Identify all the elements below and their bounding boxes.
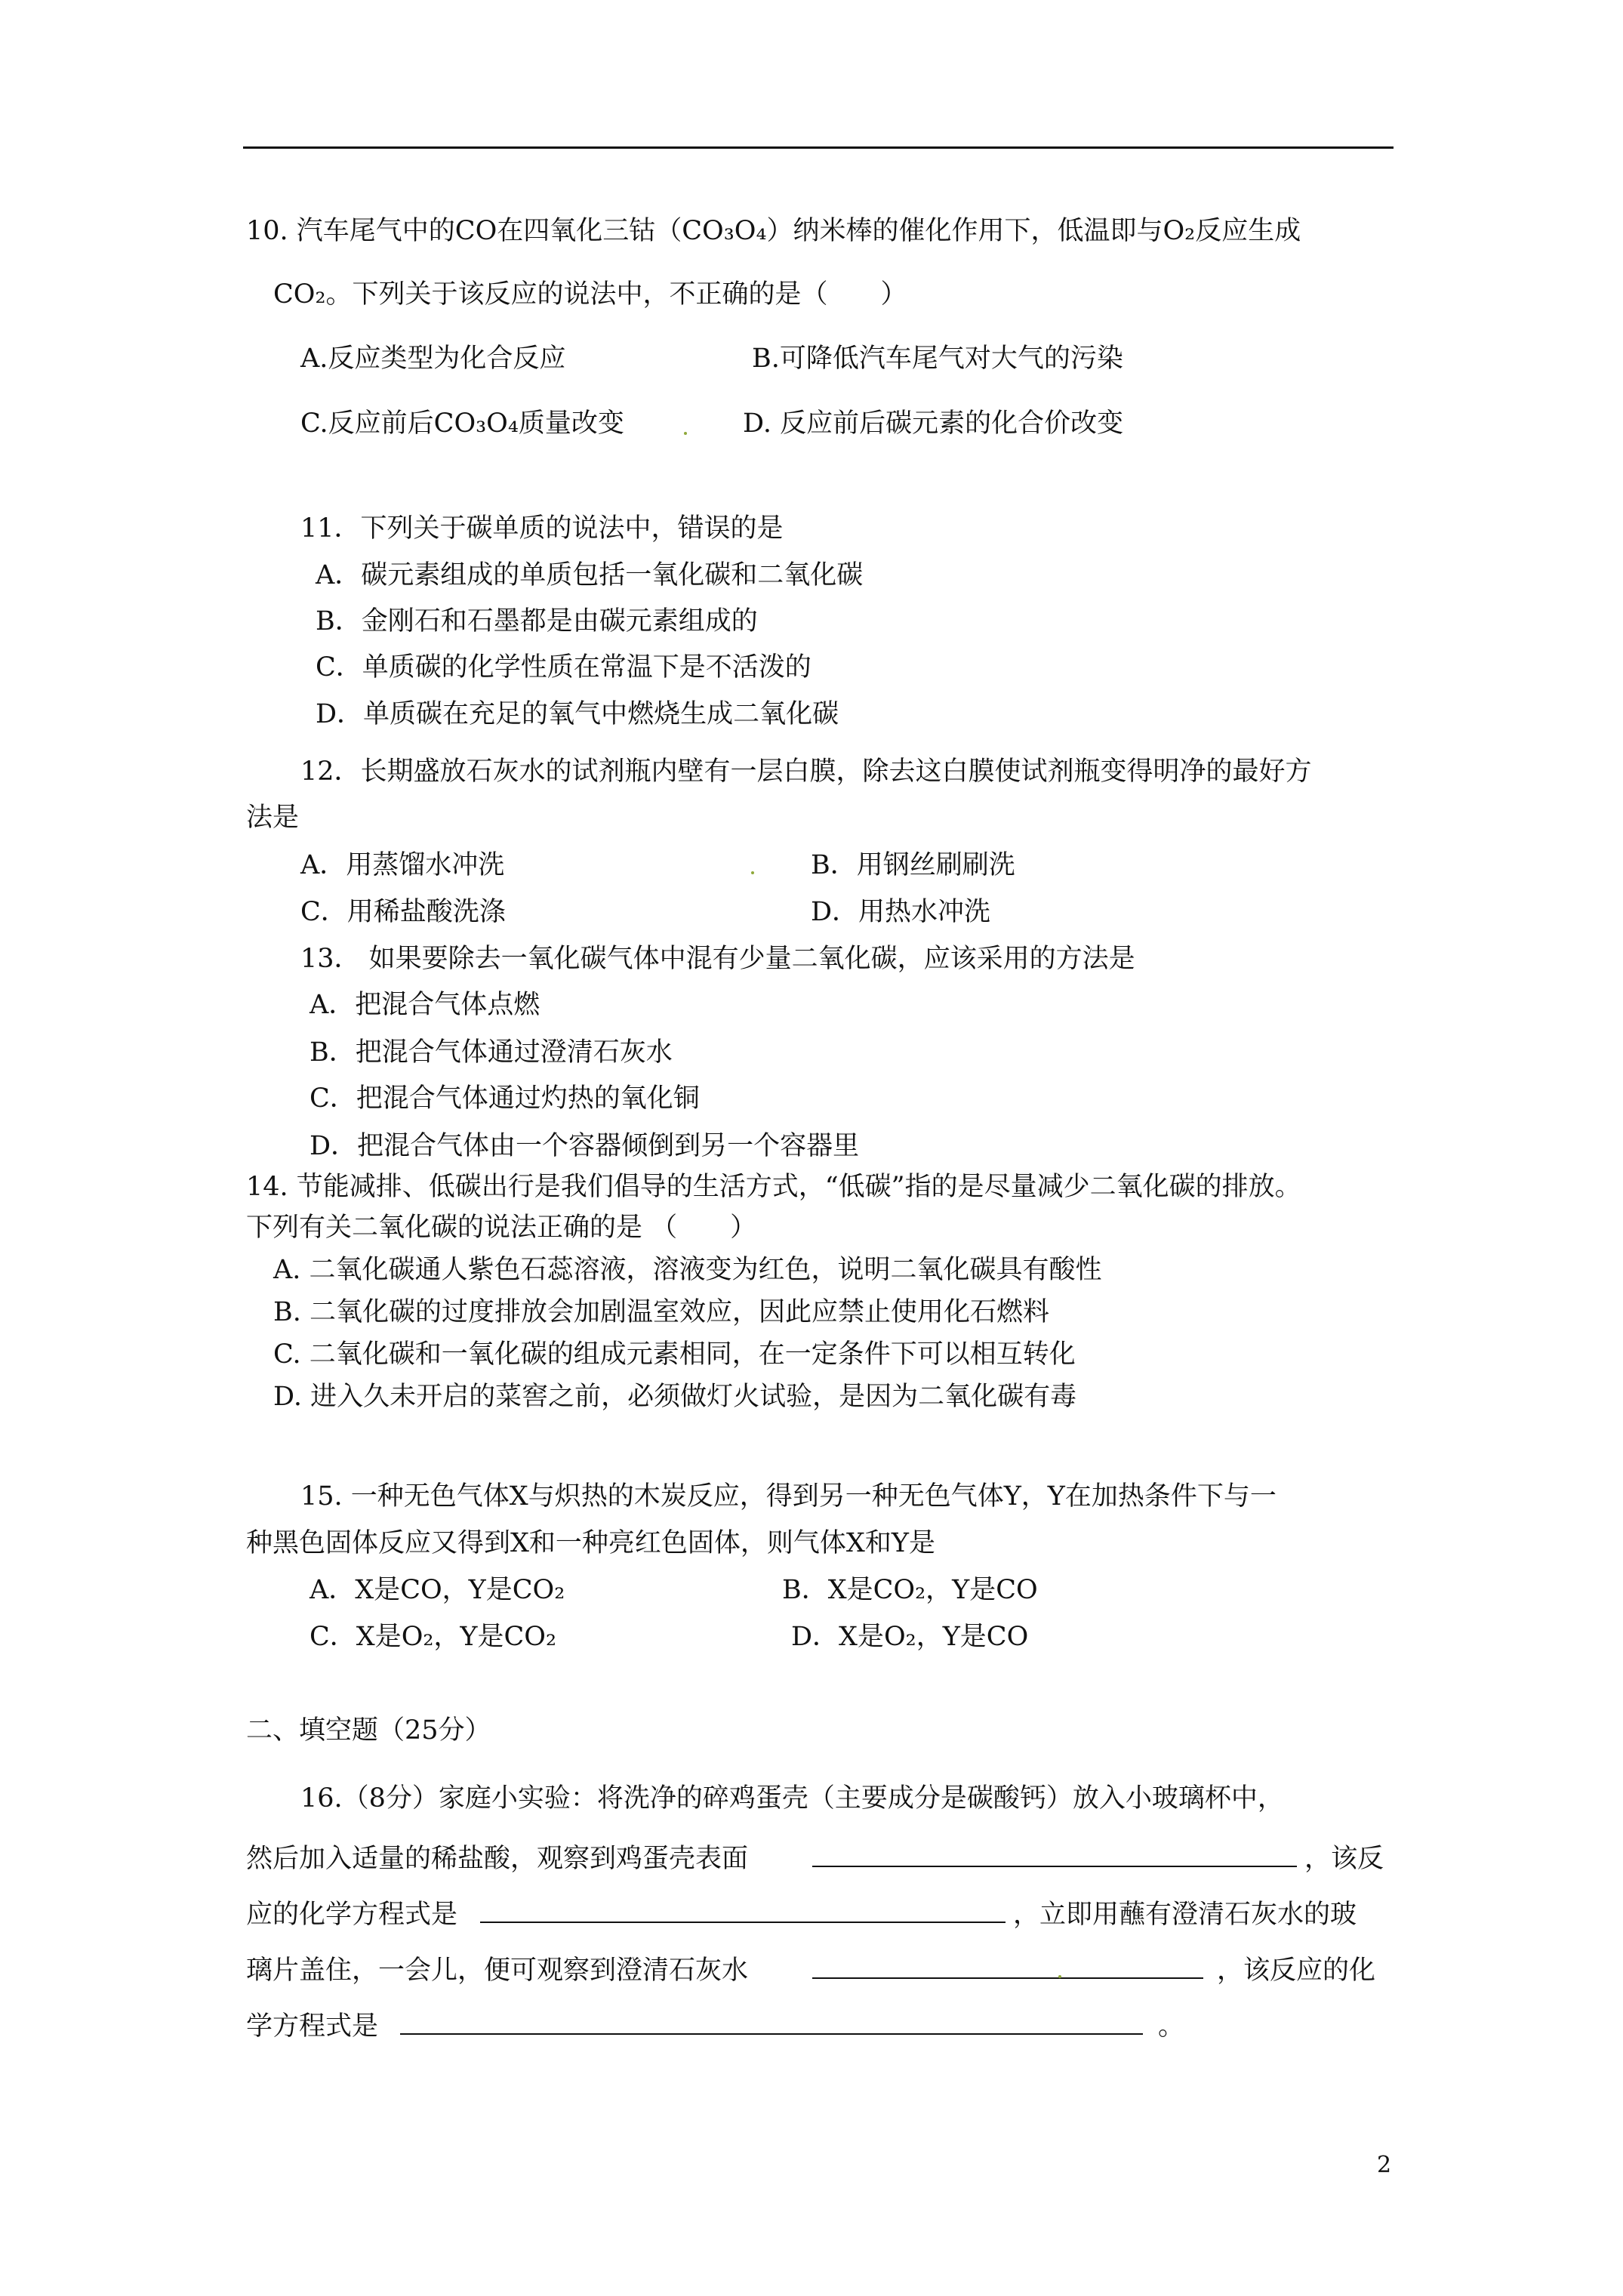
q12-stem-line1: 12．长期盛放石灰水的试剂瓶内壁有一层白膜，除去这白膜使试剂瓶变得明净的最好方 <box>300 757 1312 787</box>
q15-option-b: B．X是CO₂，Y是CO <box>782 1575 1038 1605</box>
q16-line4-text: 璃片盖住，一会儿，便可观察到澄清石灰水 <box>246 1955 749 1986</box>
q12-stem-line2: 法是 <box>246 803 300 833</box>
q11-stem: 11．下列关于碳单质的说法中，错误的是 <box>300 513 784 544</box>
header-rule <box>243 146 1394 149</box>
q11-option-d: D．单质碳在充足的氧气中燃烧生成二氧化碳 <box>316 699 839 729</box>
q13-option-c: C．把混合气体通过灼热的氧化铜 <box>310 1083 700 1114</box>
q14-stem-line1: 14. 节能减排、低碳出行是我们倡导的生活方式，“低碳”指的是尽量减少二氧化碳的排放。 <box>246 1172 1301 1202</box>
q11-option-a: A．碳元素组成的单质包括一氧化碳和二氧化碳 <box>316 560 864 590</box>
q16-line2-text: 然后加入适量的稀盐酸，观察到鸡蛋壳表面 <box>246 1844 749 1874</box>
q12-option-c: C．用稀盐酸洗涤 <box>300 897 506 927</box>
q16-line3-tail: ，立即用蘸有澄清石灰水的玻 <box>1013 1900 1357 1930</box>
q16-line5-tail: 。 <box>1158 2011 1185 2042</box>
q12-option-d: D．用热水冲洗 <box>811 897 991 927</box>
q10-option-a: A.反应类型为化合反应 <box>300 344 566 374</box>
q15-option-c: C．X是O₂，Y是CO₂ <box>310 1622 557 1652</box>
q10-stem-line1: 10. 汽车尾气中的CO在四氧化三钴（CO₃O₄）纳米棒的催化作用下，低温即与O₂反应生成 <box>246 216 1301 246</box>
q12-option-a: A．用蒸馏水冲洗 <box>300 850 505 880</box>
q14-stem-line2: 下列有关二氧化碳的说法正确的是 （ ） <box>246 1213 757 1243</box>
q12-option-b: B．用钢丝刷刷洗 <box>811 850 1015 880</box>
q16-blank-equation1[interactable] <box>480 1898 1006 1931</box>
q14-option-a: A. 二氧化碳通人紫色石蕊溶液，溶液变为红色，说明二氧化碳具有酸性 <box>273 1255 1102 1285</box>
scan-speck <box>1058 1975 1061 1978</box>
q13-option-a: A．把混合气体点燃 <box>310 990 540 1020</box>
q13-option-b: B．把混合气体通过澄清石灰水 <box>310 1037 673 1068</box>
q16-line2-tail: ，该反 <box>1304 1844 1384 1874</box>
page-number: 2 <box>1377 2152 1392 2178</box>
q15-option-d: D．X是O₂，Y是CO <box>791 1622 1029 1652</box>
q16-line3-text: 应的化学方程式是 <box>246 1900 458 1930</box>
q11-option-b: B．金刚石和石墨都是由碳元素组成的 <box>316 606 758 636</box>
q10-option-b: B.可降低汽车尾气对大气的污染 <box>752 344 1123 374</box>
scan-speck <box>751 871 754 874</box>
q10-option-d: D. 反应前后碳元素的化合价改变 <box>743 408 1124 439</box>
q15-option-a: A．X是CO，Y是CO₂ <box>310 1575 565 1605</box>
q16-blank-observation[interactable] <box>812 1842 1297 1875</box>
q15-stem-line1: 15. 一种无色气体X与炽热的木炭反应，得到另一种无色气体Y，Y在加热条件下与一 <box>300 1481 1277 1512</box>
scan-speck <box>684 432 687 435</box>
q13-option-d: D．把混合气体由一个容器倾倒到另一个容器里 <box>310 1131 860 1161</box>
section-heading: 二、填空题（25分） <box>246 1715 491 1746</box>
q13-stem: 13． 如果要除去一氧化碳气体中混有少量二氧化碳，应该采用的方法是 <box>300 944 1135 974</box>
q16-line4-tail: ，该反应的化 <box>1217 1955 1376 1986</box>
q14-option-c: C. 二氧化碳和一氧化碳的组成元素相同，在一定条件下可以相互转化 <box>273 1339 1076 1370</box>
q16-blank-limewater[interactable] <box>812 1954 1203 1987</box>
q10-stem-line2: CO₂。下列关于该反应的说法中，不正确的是（ ） <box>273 279 907 310</box>
q14-option-d: D. 进入久未开启的菜窖之前，必须做灯火试验，是因为二氧化碳有毒 <box>273 1382 1077 1412</box>
q16-blank-equation2[interactable] <box>400 2010 1143 2043</box>
q10-option-c: C.反应前后CO₃O₄质量改变 <box>300 408 624 439</box>
q16-line1: 16.（8分）家庭小实验：将洗净的碎鸡蛋壳（主要成分是碳酸钙）放入小玻璃杯中， <box>300 1783 1284 1814</box>
q14-option-b: B. 二氧化碳的过度排放会加剧温室效应，因此应禁止使用化石燃料 <box>273 1297 1049 1327</box>
q11-option-c: C．单质碳的化学性质在常温下是不活泼的 <box>316 652 812 683</box>
q16-line5-text: 学方程式是 <box>246 2011 379 2042</box>
q15-stem-line2: 种黑色固体反应又得到X和一种亮红色固体，则气体X和Y是 <box>246 1528 935 1558</box>
